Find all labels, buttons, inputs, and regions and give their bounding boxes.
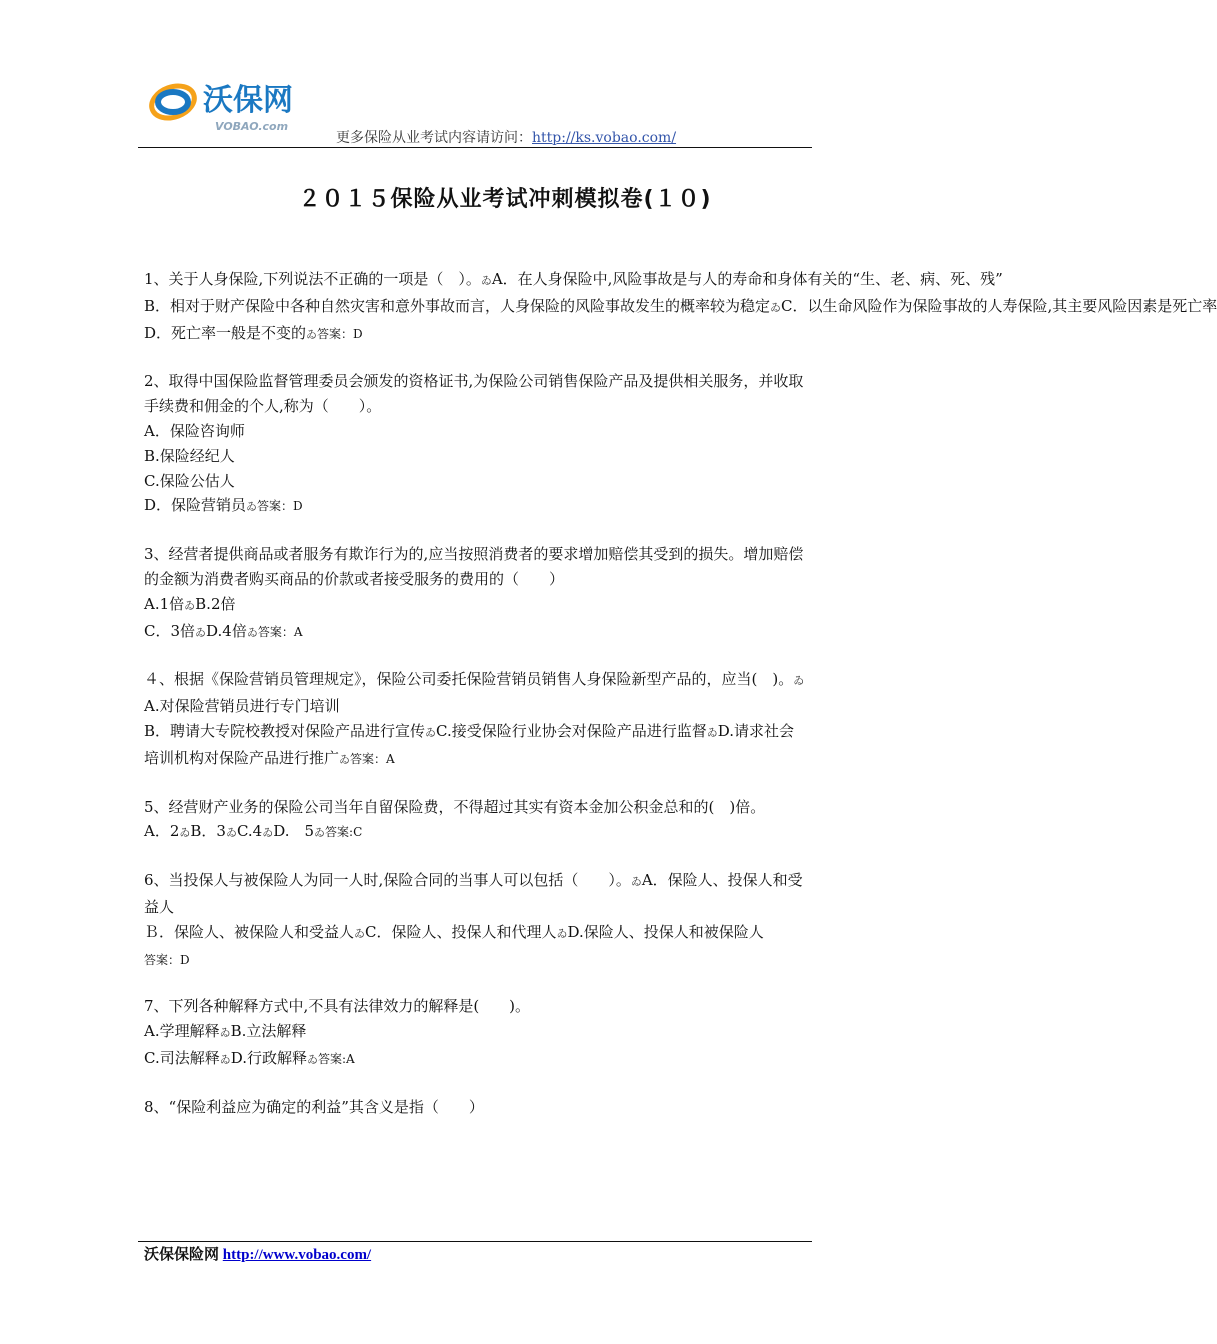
- option: C.保险公估人: [144, 471, 235, 490]
- question-stem: 3、经营者提供商品或者服务有欺诈行为的,应当按照消费者的要求增加赔偿其受到的损失。增加赔偿的金额为消费者购买商品的价款或者接受服务的费用的（ ）: [144, 545, 804, 588]
- option: B.保险经纪人: [144, 446, 235, 465]
- question-stem: ４、根据《保险营销员管理规定》，保险公司委托保险营销员销售人身保险新型产品的，应当( )。: [144, 670, 794, 689]
- option: D.4倍: [206, 621, 247, 640]
- question-stem: 7、下列各种解释方式中,不具有法律效力的解释是( )。: [144, 997, 531, 1016]
- answer: 答案:A: [317, 1051, 355, 1066]
- option: B．相对于财产保险中各种自然灾害和意外事故而言，人身保险的风险事故发生的概率较为稳定: [144, 296, 771, 315]
- option: C．保险人、投保人和代理人: [365, 922, 557, 941]
- option: D．死亡率一般是不变的: [144, 323, 307, 342]
- answer: 答案：D: [144, 952, 190, 967]
- option: D.请求社会培训机构对保险产品进行推广: [144, 721, 795, 767]
- option: Ｂ．保险人、被保险人和受益人: [144, 922, 355, 941]
- question-7: 7、下列各种解释方式中,不具有法律效力的解释是( )。 A.学理解释ゐB.立法解释 C.司法解释ゐD.行政解释ゐ答案:A: [144, 994, 808, 1072]
- option: B．3: [190, 822, 226, 841]
- answer: 答案：D: [317, 326, 363, 341]
- question-6: 6、当投保人与被保险人为同一人时,保险合同的当事人可以包括（ ）。ゐA．保险人、投保人和受益人 Ｂ．保险人、被保险人和受益人ゐC．保险人、投保人和代理人ゐD.保险人、投保人和被保险人 答案：D: [144, 871, 803, 967]
- vobao-logo: [143, 76, 343, 134]
- page-title: ２０１５保险从业考试冲刺模拟卷(１０): [298, 187, 712, 212]
- question-3: 3、经营者提供商品或者服务有欺诈行为的,应当按照消费者的要求增加赔偿其受到的损失。增加赔偿的金额为消费者购买商品的价款或者接受服务的费用的（ ） A.1倍ゐB.2倍 C．3倍ゐD.4倍ゐ答案：A: [144, 542, 808, 645]
- option: C.接受保险行业协会对保险产品进行监督: [436, 721, 707, 740]
- footer-site-name: 沃保保险网: [144, 1247, 220, 1263]
- footer-rule: [138, 1241, 812, 1242]
- option: A．在人身保险中,风险事故是与人的寿命和身体有关的“生、老、病、死、残”: [491, 270, 1003, 288]
- answer: 答案：A: [257, 624, 303, 639]
- header-visit-line: [336, 127, 676, 147]
- answer: 答案:C: [325, 825, 363, 840]
- question-list: [144, 267, 1217, 1142]
- question-1: 1、关于人身保险,下列说法不正确的一项是（ ）。ゐA．在人身保险中,风险事故是与人的寿命和身体有关的“生、老、病、死、残” B．相对于财产保险中各种自然灾害和意外事故而言，人身保险的风险事故发生的概率较为稳定ゐC．以生命风险作为保险事故的人寿保险,其主要风险因素是死亡率 D．死亡率一般是不变的ゐ答案：D: [144, 270, 1217, 342]
- svg-text:VOBAO.com: VOBAO.com: [215, 120, 289, 133]
- option: C.4: [236, 822, 263, 841]
- option: B．聘请大专院校教授对保险产品进行宣传: [144, 721, 426, 740]
- question-stem: 5、经营财产业务的保险公司当年自留保险费，不得超过其实有资本金加公积金总和的( )倍。: [144, 797, 766, 816]
- option: B.2倍: [195, 594, 236, 613]
- visit-link[interactable]: http://ks.vobao.com/: [532, 130, 677, 146]
- footer-link[interactable]: http://www.vobao.com/: [222, 1247, 372, 1263]
- question-stem: 8、“保险利益应为确定的利益”其含义是指（ ）: [144, 1097, 484, 1116]
- option: A.1倍: [144, 594, 185, 613]
- answer: 答案：D: [257, 499, 303, 514]
- header-rule: [138, 147, 812, 148]
- option: C.司法解释: [144, 1048, 220, 1067]
- option: A．保险人、投保人和受益人: [144, 871, 803, 916]
- question-stem: 1、关于人身保险,下列说法不正确的一项是（ ）。: [144, 270, 481, 288]
- option: A．保险咨询师: [144, 421, 245, 440]
- footer: [144, 1243, 371, 1264]
- option: A.对保险营销员进行专门培训: [144, 697, 340, 716]
- option: C．3倍: [144, 621, 196, 640]
- question-stem: 6、当投保人与被保险人为同一人时,保险合同的当事人可以包括（ ）。: [144, 871, 631, 890]
- option: A.学理解释: [144, 1022, 220, 1041]
- question-5: 5、经营财产业务的保险公司当年自留保险费，不得超过其实有资本金加公积金总和的( )倍。 A．2ゐB．3ゐC.4ゐD. 5ゐ答案:C: [144, 795, 808, 847]
- question-2: 2、取得中国保险监督管理委员会颁发的资格证书,为保险公司销售保险产品及提供相关服务，并收取手续费和佣金的个人,称为（ ）。 A．保险咨询师 B.保险经纪人 C.保险公估人 D．保险营销员ゐ答案：D: [144, 369, 808, 520]
- option: D.保险人、投保人和被保险人: [567, 922, 764, 941]
- question-4: ４、根据《保险营销员管理规定》，保险公司委托保险营销员销售人身保险新型产品的，应当( )。ゐA.对保险营销员进行专门培训 B．聘请大专院校教授对保险产品进行宣传ゐC.接受保险行业协会对保险产品进行监督ゐD.请求社会培训机构对保险产品进行推广ゐ答案：A: [144, 670, 805, 767]
- svg-text:沃保网: 沃保网: [203, 83, 293, 118]
- answer: 答案：A: [350, 751, 395, 766]
- question-8: [144, 1095, 808, 1120]
- option: A．2: [144, 822, 180, 841]
- option: B.立法解释: [230, 1022, 307, 1041]
- option: D．保险营销员: [144, 496, 247, 515]
- visit-prefix: 更多保险从业考试内容请访问：: [336, 130, 532, 146]
- option: D.行政解释: [230, 1048, 307, 1067]
- question-stem: 2、取得中国保险监督管理委员会颁发的资格证书,为保险公司销售保险产品及提供相关服务，并收取手续费和佣金的个人,称为（ ）。: [144, 372, 804, 416]
- option: C．以生命风险作为保险事故的人寿保险,其主要风险因素是死亡率: [781, 296, 1217, 315]
- option: D. 5: [273, 822, 315, 841]
